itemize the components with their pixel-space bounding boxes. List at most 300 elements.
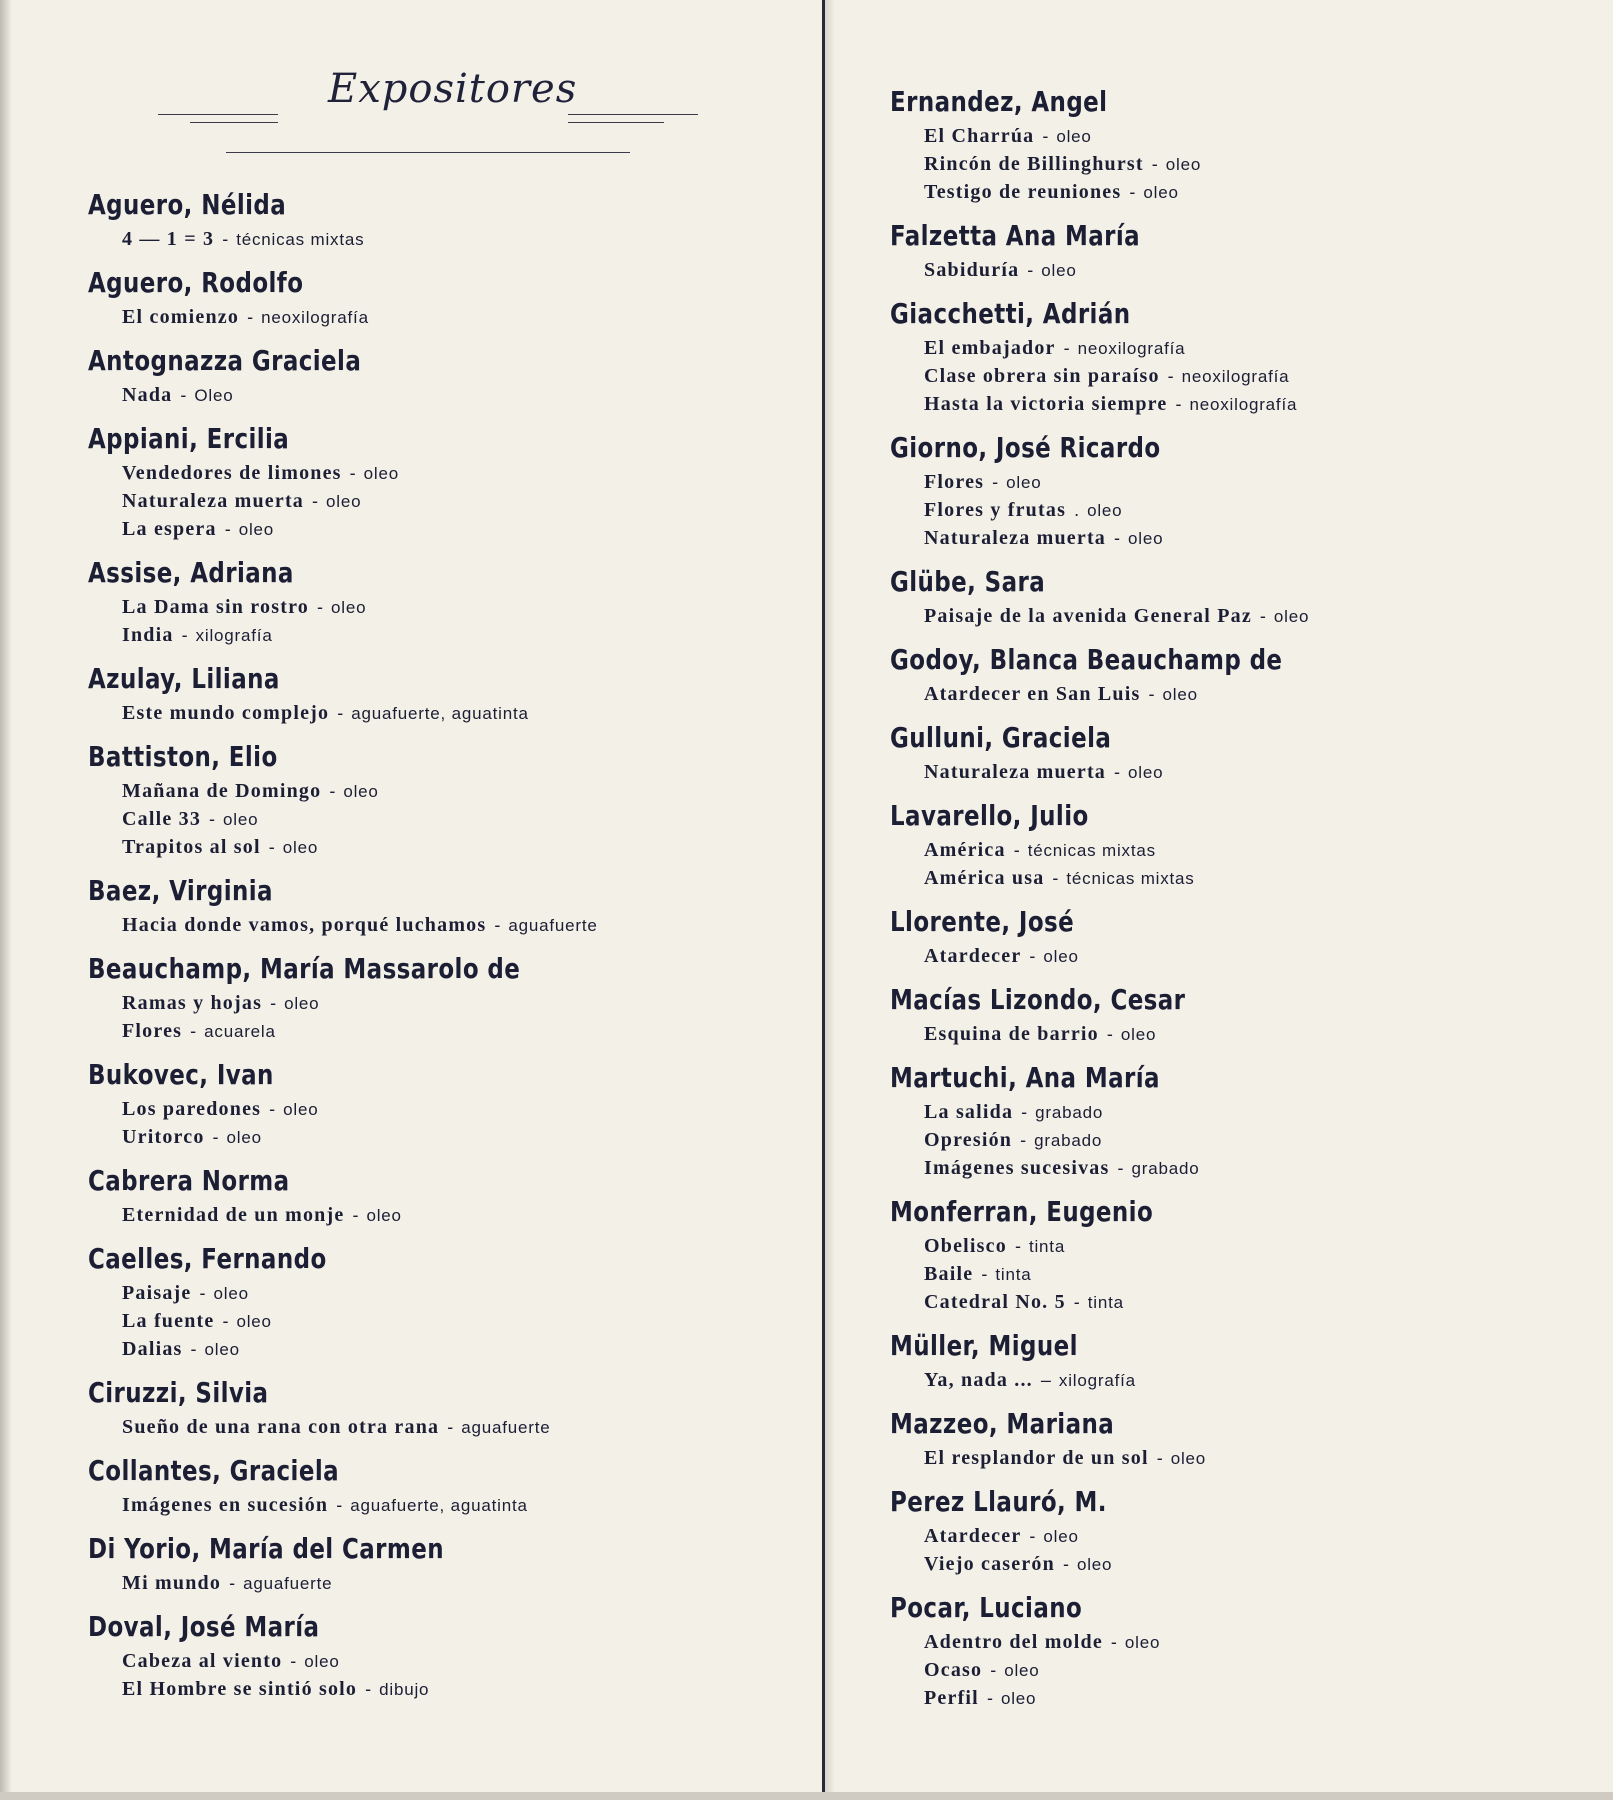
work-separator: - bbox=[224, 519, 231, 539]
exhibitors-column-right bbox=[890, 82, 1590, 1722]
artist-entry bbox=[88, 185, 808, 253]
heading-block bbox=[150, 66, 710, 160]
work-item bbox=[924, 496, 1590, 524]
work-item bbox=[122, 1017, 808, 1045]
work-item bbox=[924, 178, 1590, 206]
artist-name: Macías Lizondo, Cesar bbox=[890, 983, 1186, 1016]
work-item bbox=[122, 1095, 808, 1123]
artist-name: Falzetta Ana María bbox=[890, 219, 1141, 252]
artist-name: Ernandez, Angel bbox=[890, 85, 1108, 118]
artist-name: Aguero, Nélida bbox=[88, 188, 287, 221]
works-list bbox=[122, 1095, 808, 1151]
artist-entry bbox=[88, 659, 808, 727]
work-technique: grabado bbox=[1035, 1103, 1104, 1122]
artist-name: Giacchetti, Adrián bbox=[890, 297, 1131, 330]
work-title: Opresión bbox=[924, 1129, 1013, 1151]
works-list bbox=[924, 836, 1590, 892]
work-item bbox=[924, 390, 1590, 418]
work-separator: - bbox=[1167, 366, 1174, 386]
artist-name: Di Yorio, María del Carmen bbox=[88, 1532, 444, 1565]
work-technique: oleo bbox=[213, 1284, 249, 1303]
work-technique: grabado bbox=[1034, 1131, 1103, 1150]
artist-name: Müller, Miguel bbox=[890, 1329, 1078, 1362]
work-technique: oleo bbox=[1165, 155, 1202, 174]
work-title: Hasta la victoria siempre bbox=[924, 393, 1168, 415]
work-technique: oleo bbox=[1170, 1449, 1207, 1468]
artist-name: Appiani, Ercilia bbox=[88, 422, 290, 455]
work-separator: - bbox=[992, 472, 999, 492]
work-technique: oleo bbox=[282, 838, 319, 857]
work-separator: - bbox=[316, 597, 323, 617]
work-separator: - bbox=[1117, 1158, 1124, 1178]
work-item bbox=[122, 1569, 808, 1597]
artist-name: Llorente, José bbox=[890, 905, 1075, 938]
work-separator: - bbox=[981, 1264, 988, 1284]
works-list bbox=[924, 468, 1590, 552]
artist-entry bbox=[890, 1058, 1590, 1182]
work-item bbox=[924, 1154, 1590, 1182]
work-item bbox=[122, 805, 808, 833]
work-technique: oleo bbox=[1120, 1025, 1157, 1044]
work-technique: oleo bbox=[304, 1652, 340, 1671]
work-item bbox=[924, 468, 1590, 496]
work-title: Calle 33 bbox=[122, 808, 202, 830]
artist-entry bbox=[890, 294, 1590, 418]
work-title: Obelisco bbox=[924, 1235, 1007, 1257]
artist-name: Aguero, Rodolfo bbox=[88, 266, 304, 299]
work-technique: neoxilografía bbox=[1077, 339, 1186, 358]
work-technique: oleo bbox=[326, 492, 362, 511]
work-separator: - bbox=[1029, 1526, 1036, 1546]
work-title: Flores bbox=[924, 471, 985, 493]
work-technique: oleo bbox=[1143, 183, 1179, 202]
artist-entry bbox=[88, 1451, 808, 1519]
artist-entry bbox=[890, 562, 1590, 630]
work-separator: - bbox=[494, 915, 501, 935]
work-title: Dalias bbox=[122, 1338, 183, 1360]
work-technique: oleo bbox=[223, 810, 259, 829]
work-separator: - bbox=[1114, 762, 1121, 782]
work-title: Vendedores de limones bbox=[122, 462, 342, 484]
spine-shadow bbox=[825, 0, 835, 1800]
work-technique: tinta bbox=[1028, 1237, 1066, 1256]
works-list bbox=[122, 1491, 808, 1519]
work-title: La espera bbox=[122, 518, 217, 540]
work-separator: - bbox=[190, 1339, 197, 1359]
work-title: Trapitos al sol bbox=[122, 836, 261, 858]
work-technique: oleo bbox=[204, 1340, 240, 1359]
work-item bbox=[122, 1335, 808, 1363]
work-item bbox=[924, 1260, 1590, 1288]
work-item bbox=[122, 303, 808, 331]
work-separator: - bbox=[222, 1311, 229, 1331]
work-separator: - bbox=[1106, 1024, 1113, 1044]
works-list bbox=[924, 1522, 1590, 1578]
artist-entry bbox=[88, 263, 808, 331]
artist-name: Monferran, Eugenio bbox=[890, 1195, 1154, 1228]
work-technique: oleo bbox=[366, 1206, 402, 1225]
work-title: Cabeza al viento bbox=[122, 1650, 283, 1672]
work-item bbox=[924, 864, 1590, 892]
work-separator: - bbox=[1062, 1554, 1069, 1574]
work-technique: tinta bbox=[995, 1265, 1032, 1284]
work-item bbox=[924, 836, 1590, 864]
work-title: La Dama sin rostro bbox=[122, 596, 309, 618]
work-item bbox=[122, 621, 808, 649]
works-list bbox=[122, 1279, 808, 1363]
artist-entry bbox=[890, 1192, 1590, 1316]
artist-entry bbox=[890, 1404, 1590, 1472]
works-list bbox=[924, 334, 1590, 418]
work-technique: oleo bbox=[284, 994, 320, 1013]
artist-name: Bukovec, Ivan bbox=[88, 1058, 274, 1091]
work-title: Sabiduría bbox=[924, 259, 1020, 281]
work-title: Ya, nada ... bbox=[924, 1369, 1033, 1391]
work-technique: oleo bbox=[1056, 127, 1092, 146]
work-technique: oleo bbox=[1000, 1689, 1037, 1708]
work-title: Uritorco bbox=[122, 1126, 205, 1148]
works-list bbox=[924, 942, 1590, 970]
work-technique: oleo bbox=[238, 520, 275, 539]
artist-name: Beauchamp, María Massarolo de bbox=[88, 952, 521, 985]
work-title: Paisaje de la avenida General Paz bbox=[924, 605, 1252, 627]
work-separator: - bbox=[1013, 840, 1020, 860]
work-title: Naturaleza muerta bbox=[924, 761, 1107, 783]
work-item bbox=[924, 942, 1590, 970]
work-title: Testigo de reuniones bbox=[924, 181, 1122, 203]
works-list bbox=[924, 1628, 1590, 1712]
work-item bbox=[122, 911, 808, 939]
work-item bbox=[924, 1126, 1590, 1154]
work-separator: - bbox=[212, 1127, 219, 1147]
artist-name: Battiston, Elio bbox=[88, 740, 278, 773]
work-separator: - bbox=[1027, 260, 1034, 280]
work-item bbox=[924, 1020, 1590, 1048]
artist-entry bbox=[890, 718, 1590, 786]
work-separator: - bbox=[1063, 338, 1070, 358]
work-technique: aguafuerte bbox=[243, 1574, 333, 1593]
artist-name: Collantes, Graciela bbox=[88, 1454, 340, 1487]
work-title: La salida bbox=[924, 1101, 1014, 1123]
works-list bbox=[122, 699, 808, 727]
exhibitors-column-left bbox=[88, 185, 808, 1713]
work-title: Imágenes en sucesión bbox=[122, 1494, 329, 1516]
work-title: Esquina de barrio bbox=[924, 1023, 1099, 1045]
artist-entry bbox=[890, 640, 1590, 708]
work-separator: - bbox=[222, 229, 229, 249]
work-title: Los paredones bbox=[122, 1098, 262, 1120]
work-title: Sueño de una rana con otra rana bbox=[122, 1416, 440, 1438]
artist-entry bbox=[88, 419, 808, 543]
work-item bbox=[122, 1413, 808, 1441]
work-title: El embajador bbox=[924, 337, 1056, 359]
works-list bbox=[122, 1647, 808, 1703]
work-technique: oleo bbox=[1124, 1633, 1161, 1652]
work-title: Adentro del molde bbox=[924, 1631, 1103, 1653]
work-title: Hacia donde vamos, porqué luchamos bbox=[122, 914, 487, 936]
works-list bbox=[122, 777, 808, 861]
work-technique: Oleo bbox=[194, 386, 234, 405]
work-separator: - bbox=[1014, 1236, 1021, 1256]
work-title: El Charrúa bbox=[924, 125, 1035, 147]
work-technique: tinta bbox=[1087, 1293, 1124, 1312]
artist-entry bbox=[890, 980, 1590, 1048]
work-item bbox=[924, 1288, 1590, 1316]
works-list bbox=[924, 256, 1590, 284]
work-technique: grabado bbox=[1131, 1159, 1200, 1178]
work-item bbox=[924, 1232, 1590, 1260]
work-separator: - bbox=[1042, 126, 1049, 146]
work-item bbox=[924, 524, 1590, 552]
work-item bbox=[924, 680, 1590, 708]
artist-entry bbox=[890, 1326, 1590, 1394]
work-technique: acuarela bbox=[204, 1022, 276, 1041]
work-technique: oleo bbox=[283, 1100, 319, 1119]
work-item bbox=[924, 1684, 1590, 1712]
work-technique: oleo bbox=[1128, 529, 1164, 548]
works-list bbox=[924, 680, 1590, 708]
work-separator: . bbox=[1074, 500, 1080, 520]
work-item bbox=[122, 1307, 808, 1335]
work-title: América usa bbox=[924, 867, 1045, 889]
works-list bbox=[924, 1366, 1590, 1394]
work-separator: - bbox=[1021, 1102, 1028, 1122]
works-list bbox=[122, 459, 808, 543]
work-item bbox=[122, 1201, 808, 1229]
works-list bbox=[924, 122, 1590, 206]
work-technique: oleo bbox=[1273, 607, 1310, 626]
work-separator: - bbox=[270, 993, 277, 1013]
heading-rule-left-bottom bbox=[190, 122, 278, 123]
work-item bbox=[924, 334, 1590, 362]
artist-name: Lavarello, Julio bbox=[890, 799, 1089, 832]
work-separator: - bbox=[1114, 528, 1121, 548]
work-technique: dibujo bbox=[379, 1680, 430, 1699]
work-separator: - bbox=[1129, 182, 1136, 202]
work-technique: oleo bbox=[1076, 1555, 1113, 1574]
work-separator: - bbox=[365, 1679, 372, 1699]
artist-name: Assise, Adriana bbox=[88, 556, 294, 589]
artist-name: Cabrera Norma bbox=[88, 1164, 290, 1197]
artist-name: Ciruzzi, Silvia bbox=[88, 1376, 269, 1409]
work-item bbox=[122, 699, 808, 727]
work-item bbox=[924, 362, 1590, 390]
work-separator: - bbox=[1110, 1632, 1117, 1652]
works-list bbox=[122, 303, 808, 331]
works-list bbox=[122, 381, 808, 409]
work-item bbox=[122, 1491, 808, 1519]
work-title: Este mundo complejo bbox=[122, 702, 330, 724]
work-separator: - bbox=[1151, 154, 1158, 174]
work-technique: oleo bbox=[330, 598, 367, 617]
work-separator: - bbox=[1259, 606, 1266, 626]
work-separator: - bbox=[447, 1417, 454, 1437]
work-technique: técnicas mixtas bbox=[1027, 841, 1156, 860]
work-separator: - bbox=[209, 809, 216, 829]
work-separator: - bbox=[290, 1651, 297, 1671]
work-technique: técnicas mixtas bbox=[236, 230, 365, 249]
work-separator: - bbox=[1020, 1130, 1027, 1150]
work-item bbox=[924, 1628, 1590, 1656]
artist-name: Baez, Virginia bbox=[88, 874, 273, 907]
works-list bbox=[924, 1020, 1590, 1048]
work-title: Naturaleza muerta bbox=[924, 527, 1107, 549]
work-title: Paisaje bbox=[122, 1282, 192, 1304]
work-separator: - bbox=[199, 1283, 206, 1303]
work-technique: neoxilografía bbox=[261, 308, 369, 327]
artist-entry bbox=[88, 553, 808, 649]
works-list bbox=[122, 593, 808, 649]
work-title: Flores bbox=[122, 1020, 183, 1042]
work-item bbox=[122, 1675, 808, 1703]
artist-name: Azulay, Liliana bbox=[88, 662, 280, 695]
work-separator: - bbox=[190, 1021, 197, 1041]
artist-entry bbox=[890, 1482, 1590, 1578]
artist-entry bbox=[88, 1239, 808, 1363]
work-title: La fuente bbox=[122, 1310, 215, 1332]
work-separator: - bbox=[312, 491, 319, 511]
work-item bbox=[122, 381, 808, 409]
work-technique: oleo bbox=[343, 782, 379, 801]
work-item bbox=[122, 1279, 808, 1307]
heading-rule-left-top bbox=[158, 114, 278, 115]
work-item bbox=[122, 459, 808, 487]
work-item bbox=[924, 1656, 1590, 1684]
work-title: América bbox=[924, 839, 1006, 861]
work-item bbox=[122, 1647, 808, 1675]
work-title: Atardecer bbox=[924, 945, 1022, 967]
work-technique: oleo bbox=[1128, 763, 1164, 782]
work-separator: - bbox=[337, 703, 344, 723]
work-separator: - bbox=[180, 385, 187, 405]
work-technique: oleo bbox=[1087, 501, 1123, 520]
work-separator: - bbox=[336, 1495, 343, 1515]
artist-entry bbox=[88, 949, 808, 1045]
work-separator: - bbox=[329, 781, 336, 801]
work-item bbox=[924, 1522, 1590, 1550]
artist-name: Martuchi, Ana María bbox=[890, 1061, 1160, 1094]
artist-entry bbox=[890, 428, 1590, 552]
work-technique: oleo bbox=[1043, 1527, 1079, 1546]
work-separator: - bbox=[247, 307, 254, 327]
works-list bbox=[924, 1098, 1590, 1182]
work-title: Perfil bbox=[924, 1687, 979, 1709]
work-title: Viejo caserón bbox=[924, 1553, 1055, 1575]
work-item bbox=[122, 833, 808, 861]
bottom-edge bbox=[0, 1792, 1613, 1800]
work-technique: aguafuerte bbox=[461, 1418, 551, 1437]
work-title: Baile bbox=[924, 1263, 974, 1285]
work-title: Flores y frutas bbox=[924, 499, 1067, 521]
work-title: El comienzo bbox=[122, 306, 240, 328]
works-list bbox=[122, 225, 808, 253]
artist-entry bbox=[88, 1607, 808, 1703]
work-technique: neoxilografía bbox=[1181, 367, 1290, 386]
work-item bbox=[924, 150, 1590, 178]
heading-rule-right-bottom bbox=[568, 122, 664, 123]
work-title: Imágenes sucesivas bbox=[924, 1157, 1110, 1179]
artist-entry bbox=[890, 216, 1590, 284]
work-separator: - bbox=[986, 1688, 993, 1708]
artist-entry bbox=[88, 737, 808, 861]
page-edge-shadow bbox=[0, 0, 12, 1800]
work-separator: - bbox=[1052, 868, 1059, 888]
artist-name: Mazzeo, Mariana bbox=[890, 1407, 1115, 1440]
work-item bbox=[924, 1366, 1590, 1394]
work-separator: - bbox=[229, 1573, 236, 1593]
work-separator: - bbox=[1175, 394, 1182, 414]
artist-name: Caelles, Fernando bbox=[88, 1242, 327, 1275]
work-separator: - bbox=[181, 625, 188, 645]
artist-name: Giorno, José Ricardo bbox=[890, 431, 1161, 464]
work-technique: oleo bbox=[1006, 473, 1042, 492]
artist-name: Doval, José María bbox=[88, 1610, 320, 1643]
work-title: Rincón de Billinghurst bbox=[924, 153, 1144, 175]
works-list bbox=[122, 989, 808, 1045]
heading-rule-right-top bbox=[568, 114, 698, 115]
work-item bbox=[924, 602, 1590, 630]
artist-name: Gulluni, Graciela bbox=[890, 721, 1112, 754]
artist-entry bbox=[88, 1055, 808, 1151]
works-list bbox=[122, 911, 808, 939]
works-list bbox=[122, 1413, 808, 1441]
artist-name: Antognazza Graciela bbox=[88, 344, 362, 377]
work-item bbox=[122, 989, 808, 1017]
work-technique: oleo bbox=[1041, 261, 1077, 280]
artist-entry bbox=[890, 902, 1590, 970]
work-item bbox=[924, 1444, 1590, 1472]
artist-entry bbox=[88, 1161, 808, 1229]
work-item bbox=[122, 777, 808, 805]
heading-rule-underline bbox=[226, 152, 630, 153]
artist-entry bbox=[88, 871, 808, 939]
work-title: El resplandor de un sol bbox=[924, 1447, 1149, 1469]
work-technique: oleo bbox=[236, 1312, 272, 1331]
work-technique: oleo bbox=[1162, 685, 1198, 704]
work-item bbox=[122, 515, 808, 543]
works-list bbox=[924, 1232, 1590, 1316]
artist-entry bbox=[88, 341, 808, 409]
works-list bbox=[122, 1569, 808, 1597]
artist-entry bbox=[890, 82, 1590, 206]
work-separator: - bbox=[1148, 684, 1155, 704]
work-technique: oleo bbox=[363, 464, 400, 483]
work-title: Nada bbox=[122, 384, 173, 406]
artist-entry bbox=[890, 796, 1590, 892]
work-technique: oleo bbox=[226, 1128, 262, 1147]
work-title: Ramas y hojas bbox=[122, 992, 263, 1014]
work-technique: oleo bbox=[1043, 947, 1079, 966]
works-list bbox=[924, 602, 1590, 630]
work-technique: aguafuerte, aguatinta bbox=[350, 1496, 528, 1515]
work-title: Naturaleza muerta bbox=[122, 490, 305, 512]
work-separator: – bbox=[1040, 1370, 1051, 1390]
artist-name: Glübe, Sara bbox=[890, 565, 1046, 598]
work-separator: - bbox=[1073, 1292, 1080, 1312]
work-separator: - bbox=[349, 463, 356, 483]
works-list bbox=[924, 1444, 1590, 1472]
work-separator: - bbox=[269, 1099, 276, 1119]
artist-entry bbox=[88, 1529, 808, 1597]
work-technique: xilografía bbox=[1058, 1371, 1136, 1390]
work-separator: - bbox=[268, 837, 275, 857]
work-title: Clase obrera sin paraíso bbox=[924, 365, 1160, 387]
work-technique: técnicas mixtas bbox=[1066, 869, 1195, 888]
works-list bbox=[924, 758, 1590, 786]
works-list bbox=[122, 1201, 808, 1229]
artist-name: Perez Llauró, M. bbox=[890, 1485, 1107, 1518]
work-item bbox=[924, 758, 1590, 786]
